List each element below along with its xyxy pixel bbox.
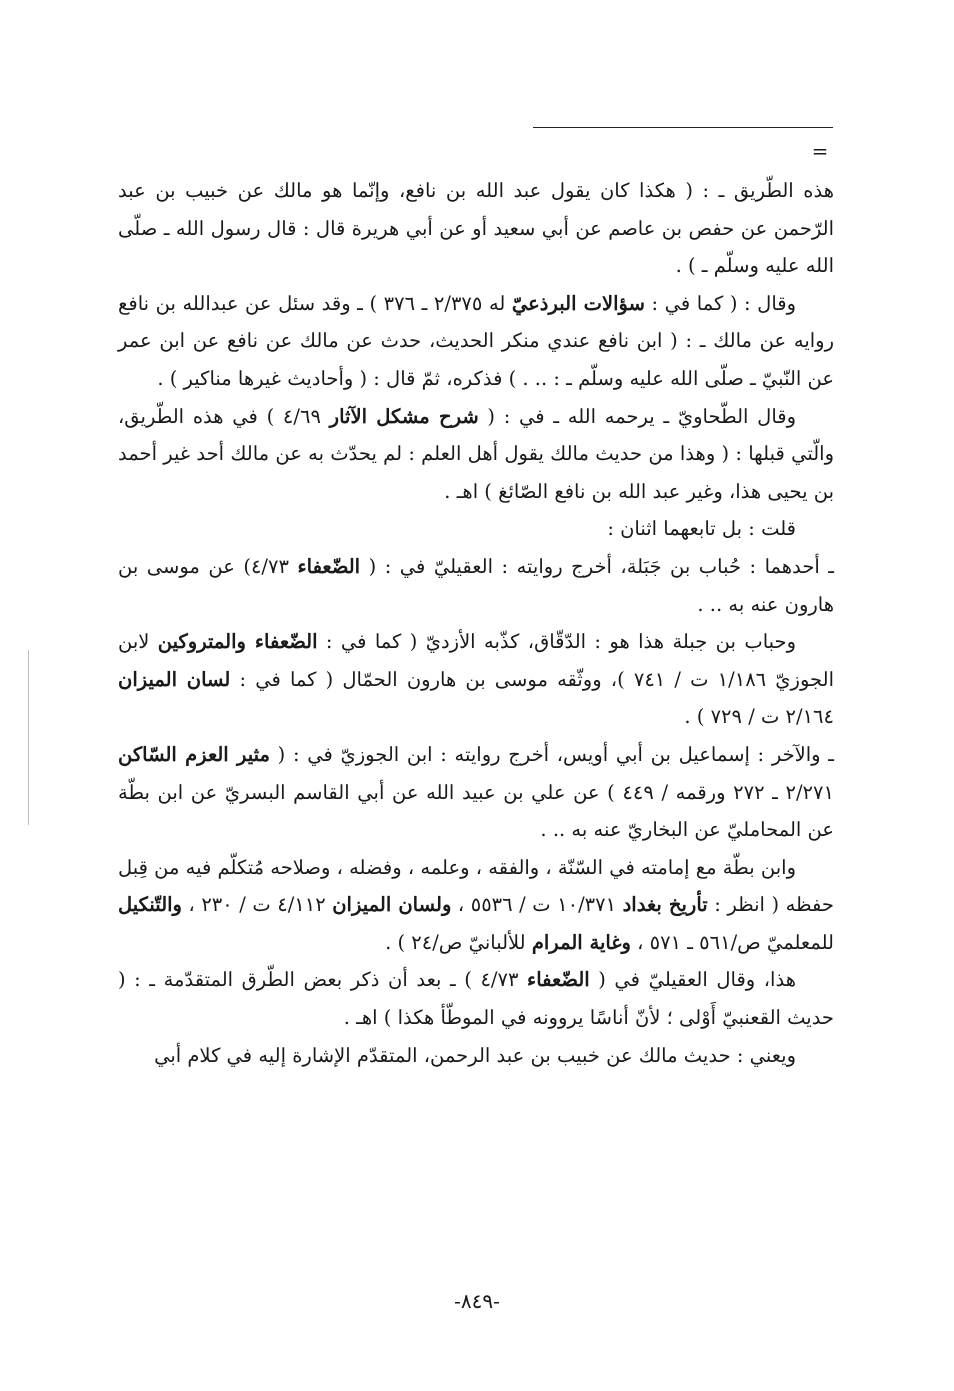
paragraph-text: ٤/١١٢ ت / ٢٣٠ ، xyxy=(181,893,333,917)
margin-crease-line xyxy=(28,650,29,825)
bold-reference-title: الضّعفاء xyxy=(297,554,361,578)
paragraph-text: ٤/٦٩ ) في هذه الطّريق، والّتي قبلها : ( وهذا من حديث مالك يقول أهل العلم : لم يحدّث به عن مالك أحد غير أحمد بن يحيى هذا، وغير عبد الله بن نافع الصّائغ ) اهـ . xyxy=(118,404,834,503)
paragraph xyxy=(118,548,834,623)
paragraph xyxy=(118,623,834,736)
paragraph-text: ٢/٢٧١ ـ ٢٧٢ ورقمه / ٤٤٩ ) عن علي بن عبيد الله عن أبي القاسم البسريّ عن ابن بطّة عن المحامليّ عن البخاريّ عنه به .. . xyxy=(118,780,834,842)
paragraph xyxy=(118,172,834,285)
bold-reference-title: ولسان الميزان xyxy=(332,893,452,917)
paragraph-text: ٤/٧٣) عن موسى بن هارون عنه به .. . xyxy=(118,554,834,616)
paragraph xyxy=(118,1037,834,1075)
paragraph-text: ـ أحدهما : حُباب بن جَبَلة، أخرج روايته : العقيليّ في : ( xyxy=(360,554,834,578)
paragraph-text: له ٢/٣٧٥ ـ ٣٧٦ ) ـ وقد سئل عن عبدالله بن نافع روايه عن مالك ـ : ( ابن نافع عندي منكر الحديث، حدث عن مالك عن نافع عن ابن عمر عن النّبيّ ـ صلّى الله عليه وسلّم ـ : .. . ) فذكره، ثمّ قال : ( وأحاديث غيرها مناكير ) . xyxy=(118,291,834,390)
paragraph-text: وقال : ( كما في : xyxy=(644,291,796,315)
footnote-separator-line xyxy=(533,127,833,128)
paragraph-text: ويعني : حديث مالك عن خبيب بن عبد الرحمن، المتقدّم الإشارة إليه في كلام أبي xyxy=(154,1043,796,1067)
footnote-text-block xyxy=(118,172,834,1074)
bold-reference-title: وغاية المرام xyxy=(531,930,631,954)
bold-reference-title: الضّعفاء xyxy=(527,968,590,992)
paragraph-text: وابن بطّة مع إمامته في السّنّة ، والفقه ، وعلمه ، وفضله ، وصلاحه مُتكلّم فيه من قِبل حفظه ( انظر : xyxy=(118,855,834,917)
paragraph-text: ٢/١٦٤ ت / ٧٢٩ ) . xyxy=(684,705,834,729)
bold-reference-title: الضّعفاء والمتروكين xyxy=(157,630,318,654)
bold-reference-title: سؤالات البرذعيّ xyxy=(511,291,645,315)
paragraph-text: وقال الطّحاويّ ـ يرحمه الله ـ في : ( xyxy=(478,404,797,428)
continuation-mark: = xyxy=(811,139,829,163)
paragraph xyxy=(118,285,834,398)
paragraph-text: لابن الجوزيّ ١/١٨٦ ت / ٧٤١ )، ووثّقه موسى بن هارون الحمّال ( كما في : xyxy=(118,630,834,691)
paragraph-text: ٤/٧٣ ) ـ بعد أن ذكر بعض الطّرق المتقدّمة ـ : ( حديث القعنبيّ أَوْلى ؛ لأنّ أناسًا يروونه في الموطّأ هكذا ) اهـ . xyxy=(118,968,834,1030)
bold-reference-title: لسان الميزان xyxy=(118,667,231,691)
paragraph xyxy=(118,736,834,849)
paragraph-text: للألبانيّ ص/٢٤ ) . xyxy=(385,930,532,954)
page-number: -٨٤٩- xyxy=(454,1289,500,1313)
paragraph-text: هذا، وقال العقيليّ في ( xyxy=(589,968,796,992)
bold-reference-title: شرح مشكل الآثار xyxy=(329,404,479,428)
paragraph-text: للمعلميّ ص/٥٦١ ـ ٥٧١ ، xyxy=(630,930,834,954)
paragraph xyxy=(118,849,834,962)
bold-reference-title: والتّنكيل xyxy=(118,893,182,917)
paragraph xyxy=(118,398,834,511)
paragraph xyxy=(118,510,834,548)
paragraph-text: قلت : بل تابعهما اثنان : xyxy=(607,517,796,541)
paragraph-text: ـ والآخر : إسماعيل بن أبي أويس، أخرج روايته : ابن الجوزيّ في : ( xyxy=(269,742,834,766)
paragraph xyxy=(118,961,834,1036)
paragraph-text: وحباب بن جبلة هذا هو : الدّقّاق، كذّبه الأزديّ ( كما في : xyxy=(317,630,796,654)
paragraph-text: ١٠/٣٧١ ت / ٥٥٣٦ ، xyxy=(451,893,623,917)
bold-reference-title: مثير العزم السّاكن xyxy=(118,742,270,766)
paragraph-text: هذه الطّريق ـ : ( هكذا كان يقول عبد الله بن نافع، وإنّما هو مالك عن خبيب بن عبد الرّحمن عن حفص بن عاصم عن أبي سعيد أو عن أبي هريرة قال : قال رسول الله ـ صلّى الله عليه وسلّم ـ ) . xyxy=(118,179,834,278)
bold-reference-title: تأريخ بغداد xyxy=(622,893,708,917)
